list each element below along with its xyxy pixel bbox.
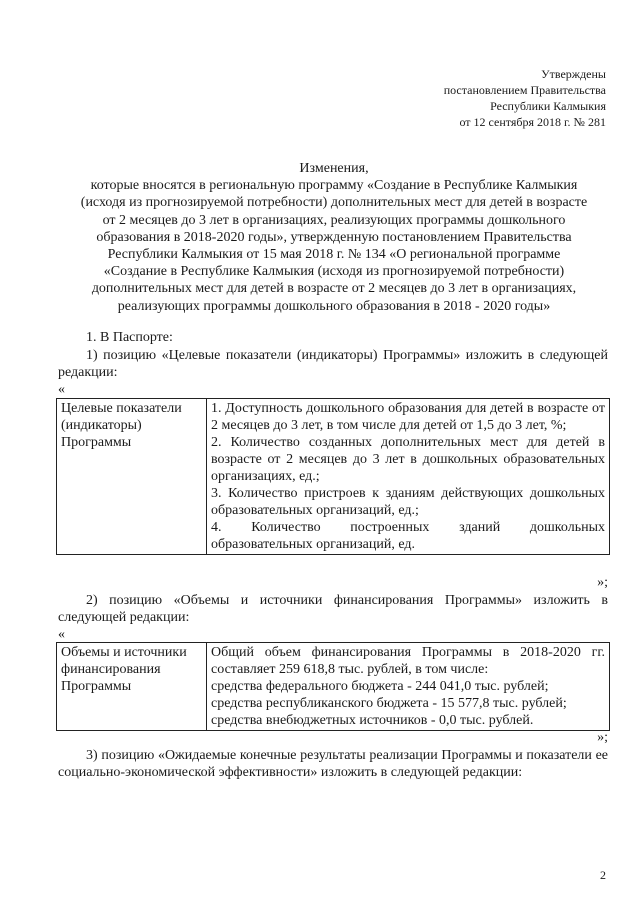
targets-item: 1. Доступность дошкольного образования для детей в возрасте от 2 месяцев до 3 лет, в том числе для детей от 1,5 до 3 лет, %; [211,401,605,433]
funding-item: средства республиканского бюджета - 15 577,8 тыс. рублей; [211,696,567,711]
funding-item: Общий объем финансирования Программы в 2018-2020 гг. составляет 259 618,8 тыс. рублей, в том числе: [211,645,605,677]
funding-item: средства внебюджетных источников - 0,0 тыс. рублей. [211,713,534,728]
targets-item: 2. Количество созданных дополнительных мест для детей в возрасте от 2 месяцев до 3 лет в дошкольных образовательных организациях, ед.; [211,435,605,484]
heading-line: которые вносятся в региональную программу «Создание в Республике Калмыкия [90,178,578,194]
approval-block [444,66,606,130]
targets-table [56,398,610,555]
approval-line: Утверждены [541,67,606,81]
heading-line: от 2 месяцев до 3 лет в организациях, реализующих программы дошкольного [102,212,566,228]
item-1-text: 1) позицию «Целевые показатели (индикаторы) Программы» изложить в следующей редакции: [58,348,608,380]
heading-line: реализующих программы дошкольного образования в 2018 - 2020 годы» [117,298,551,314]
approval-line: Республики Калмыкия [490,99,606,113]
funding-item: средства федерального бюджета - 244 041,0 тыс. рублей; [211,679,549,694]
targets-item: 3. Количество пристроев к зданиям действующих дошкольных образовательных организаций, ед.; [211,486,605,518]
open-quote: « [58,627,65,642]
document-heading [60,160,608,315]
heading-line: образования в 2018-2020 годы», утвержденную постановлением Правительства [96,229,572,245]
heading-line: (исходя из прогнозируемой потребности) дополнительных мест для детей в возрасте [80,195,588,211]
open-quote: « [58,382,65,397]
section-title: 1. В Паспорте: [86,330,173,345]
targets-item: 4. Количество построенных зданий дошкольных образовательных организаций, ед. [211,520,605,552]
heading-line: Республики Калмыкия от 15 мая 2018 г. № 134 «О региональной программе [107,247,561,263]
targets-label: Целевые показатели (индикаторы) Программы [57,399,207,555]
approval-line: постановлением Правительства [443,83,606,97]
heading-title: Изменения, [299,161,369,176]
approval-line: от 12 сентября 2018 г. № 281 [459,115,606,129]
page-number: 2 [600,868,606,882]
funding-table [56,642,610,731]
targets-content [207,399,610,555]
heading-line: дополнительных мест для детей в возрасте от 2 месяцев до 3 лет в организациях, [91,281,577,297]
close-quote: »; [597,730,608,745]
item-3-text: 3) позицию «Ожидаемые конечные результаты реализации Программы и показатели ее социально-экономической эффективности» изложить в следующей редакции: [58,748,608,780]
funding-content [207,643,610,731]
funding-label: Объемы и источники финансирования Программы [57,643,207,731]
item-2-text: 2) позицию «Объемы и источники финансирования Программы» изложить в следующей редакции: [58,593,608,625]
heading-line: «Создание в Республике Калмыкия (исходя из прогнозируемой потребности) [103,264,565,280]
close-quote: »; [597,575,608,590]
